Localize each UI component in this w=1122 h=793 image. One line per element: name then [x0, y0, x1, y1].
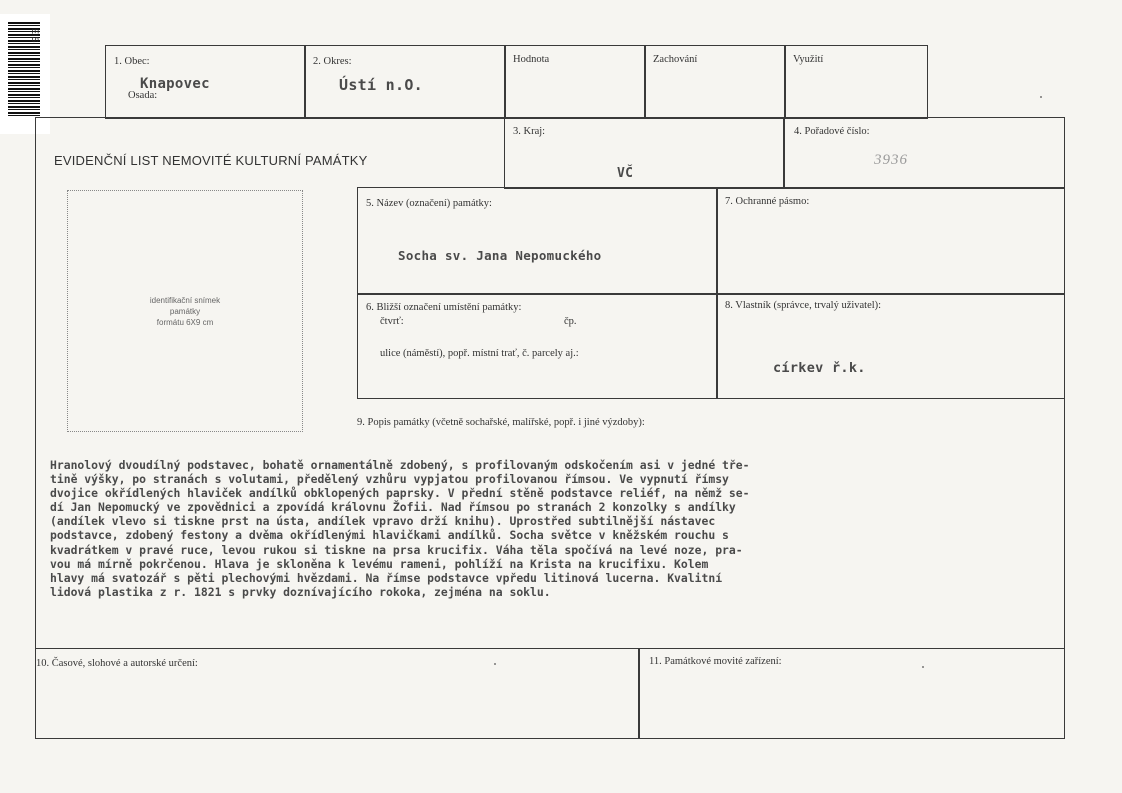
umisteni-label: 6. Bližší označení umístění památky: [366, 302, 522, 313]
popis-line: tině výšky, po stranách s volutami, předělený vzhůru vypjatou profilovanou římsou. Ve vypnutí římsy [50, 472, 729, 487]
popis-label: 9. Popis památky (včetně sochařské, malířské, popř. i jiné výzdoby): [357, 417, 645, 428]
popis-text [50, 458, 1060, 599]
kraj-label: 3. Kraj: [513, 126, 546, 137]
poradove-cislo-value: 3936 [874, 152, 908, 168]
popis-line: lidová plastika z r. 1821 s prvky doznívajícího rokoka, zejména na soklu. [50, 584, 551, 599]
photo-label [68, 295, 302, 328]
hodnota-label: Hodnota [513, 54, 550, 65]
barcode-text: EIS [30, 28, 40, 43]
popis-line: (andílek vlevo si tiskne prst na ústa, andílek vpravo drží knihu). Uprostřed subtilnější nástavec [50, 514, 716, 529]
obec-box [105, 45, 306, 119]
scan-speck [1040, 96, 1042, 98]
obec-value: Knapovec [140, 76, 210, 92]
kraj-box [504, 117, 785, 189]
popis-line: dvojice okřídlených hlaviček andílků obklopených paprsky. V přední stěně podstavce reliéf, na němž se- [50, 486, 750, 501]
cp-label: čp. [564, 316, 577, 327]
zachovani-box [644, 45, 786, 119]
photo-label-text: identifikační snímek památky formátu 6X9 cm [149, 296, 221, 327]
barcode-sticker [0, 14, 50, 134]
umisteni-box [357, 293, 718, 399]
movite-zarizeni-box [638, 648, 1065, 739]
vyuziti-label: Využití [793, 54, 824, 65]
vlastnik-box [716, 293, 1065, 399]
movite-zarizeni-label: 11. Památkové movité zařízení: [649, 656, 782, 667]
ulice-label: ulice (náměstí), popř. místní trať, č. parcely aj.: [380, 348, 579, 359]
okres-value: Ústí n.O. [339, 76, 423, 94]
vyuziti-box [784, 45, 928, 119]
nazev-box [357, 187, 718, 295]
popis-line: hlavy má svatozář s pěti plechovými hvězdami. Na římse podstavce vpředu litinová lucerna. Kvalitní [50, 570, 723, 585]
obec-label: 1. Obec: [114, 56, 150, 67]
osada-label: Osada: [128, 90, 158, 101]
okres-box [304, 45, 506, 119]
poradove-cislo-box [783, 117, 1065, 189]
popis-line: podstavce, zdobený festony a dvěma okřídlenými hlavičkami andílků. Socha světce v kněžském rouchu s [50, 528, 729, 543]
vlastnik-value: církev ř.k. [773, 360, 866, 376]
okres-label: 2. Okres: [313, 56, 352, 67]
casove-urceni-box [35, 648, 640, 739]
ctvrt-label: čtvrť: [380, 316, 404, 327]
vlastnik-label: 8. Vlastník (správce, trvalý uživatel): [725, 300, 882, 311]
form-title: EVIDENČNÍ LIST NEMOVITÉ KULTURNÍ PAMÁTKY [54, 153, 368, 168]
ochranne-pasmo-box [716, 187, 1065, 295]
hodnota-box [504, 45, 646, 119]
zachovani-label: Zachování [653, 54, 698, 65]
ochranne-pasmo-label: 7. Ochranné pásmo: [725, 196, 810, 207]
popis-line: dí Jan Nepomucký ve zpovědnici a zpovídá královnu Žofii. Nad římsou po stranách 2 konzolky s andílky [50, 500, 736, 515]
casove-urceni-label: 10. Časové, slohové a autorské určení: [36, 658, 198, 669]
popis-line: Hranolový dvoudílný podstavec, bohatě ornamentálně zdobený, s profilovaným odskočením asi v jedné tře- [50, 458, 750, 472]
photo-placeholder [67, 190, 303, 432]
popis-line: kvadrátkem v pravé ruce, levou rukou si tiskne na prsa krucifix. Váha těla spočívá na levé noze, pra- [50, 542, 743, 557]
scan-speck [494, 663, 496, 665]
popis-line: vou má mírně pokrčenou. Hlava je skloněna k levému rameni, pohlíží na Krista na krucifixu. Kolem [50, 556, 709, 571]
nazev-value: Socha sv. Jana Nepomuckého [398, 248, 602, 263]
kraj-value: VČ [617, 166, 634, 181]
nazev-label: 5. Název (označení) památky: [366, 198, 492, 209]
poradove-cislo-label: 4. Pořadové číslo: [794, 126, 870, 137]
scan-speck [922, 666, 924, 668]
